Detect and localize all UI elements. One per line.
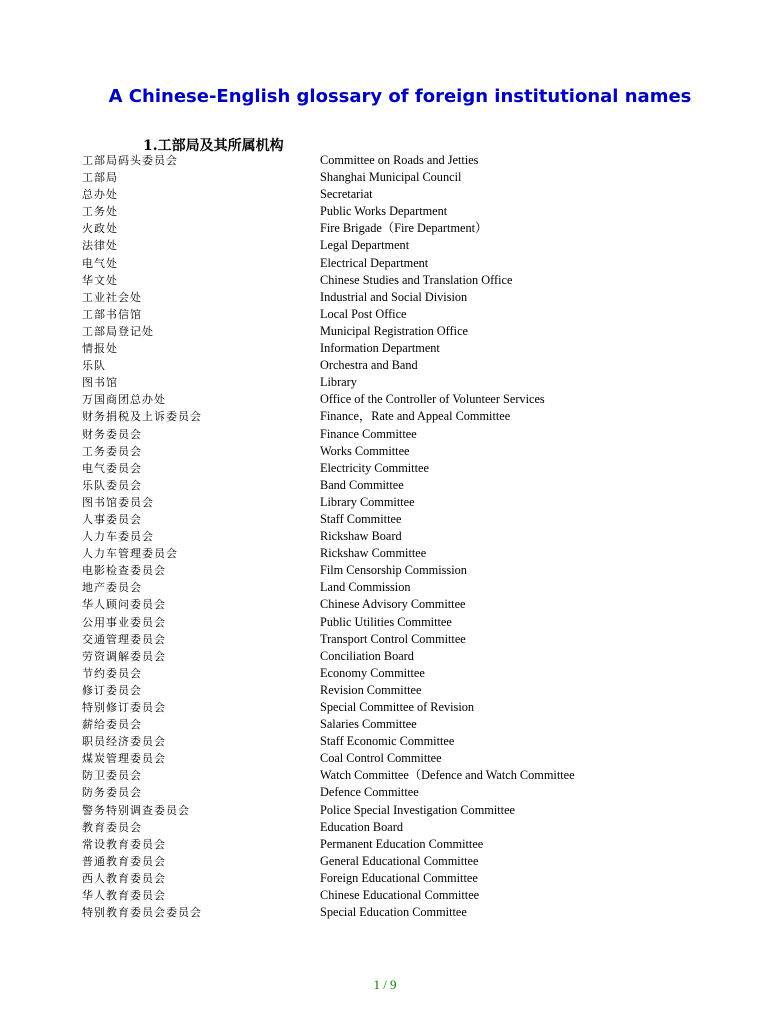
english-term: Electricity Committee xyxy=(320,460,429,475)
chinese-term: 图书馆 xyxy=(82,376,118,390)
english-term: Transport Control Committee xyxy=(320,631,466,646)
chinese-term: 薪给委员会 xyxy=(82,718,142,732)
glossary-row xyxy=(0,220,768,237)
english-term: Secretariat xyxy=(320,187,373,202)
glossary-row xyxy=(0,716,768,733)
glossary-row xyxy=(0,887,768,904)
chinese-term: 财务委员会 xyxy=(82,427,142,441)
chinese-term: 华文处 xyxy=(82,273,118,287)
glossary-row xyxy=(0,357,768,374)
english-term: Permanent Education Committee xyxy=(320,836,484,851)
chinese-term: 职员经济委员会 xyxy=(82,735,166,749)
chinese-term: 公用事业委员会 xyxy=(82,615,166,629)
english-term: Conciliation Board xyxy=(320,648,414,663)
glossary-row xyxy=(0,477,768,494)
glossary-row xyxy=(0,426,768,443)
english-term: Library xyxy=(320,375,357,390)
chinese-term: 乐队委员会 xyxy=(82,478,142,492)
glossary-row xyxy=(0,408,768,425)
english-term: Salaries Committee xyxy=(320,717,417,732)
chinese-term: 常设教育委员会 xyxy=(82,837,166,851)
english-term: Staff Economic Committee xyxy=(320,734,455,749)
english-term: General Educational Committee xyxy=(320,853,479,868)
english-term: Economy Committee xyxy=(320,665,425,680)
chinese-term: 工部局登记处 xyxy=(82,324,154,338)
chinese-term: 火政处 xyxy=(82,222,118,236)
glossary-row xyxy=(0,699,768,716)
chinese-term: 人力车委员会 xyxy=(82,530,154,544)
section-heading: 1.工部局及其所属机构 xyxy=(143,138,284,154)
glossary-row xyxy=(0,545,768,562)
glossary-row xyxy=(0,802,768,819)
glossary-row xyxy=(0,836,768,853)
glossary-row xyxy=(0,562,768,579)
chinese-term: 华人教育委员会 xyxy=(82,889,166,903)
glossary-row xyxy=(0,511,768,528)
chinese-term: 工务处 xyxy=(82,205,118,219)
english-term: Fire Brigade（Fire Department） xyxy=(320,221,488,236)
english-term: Rickshaw Board xyxy=(320,529,402,544)
chinese-term: 工部局 xyxy=(82,171,118,185)
chinese-term: 警务特别调查委员会 xyxy=(82,803,190,817)
english-term: Works Committee xyxy=(320,443,410,458)
english-term: Local Post Office xyxy=(320,306,407,321)
chinese-term: 防务委员会 xyxy=(82,786,142,800)
glossary-row xyxy=(0,169,768,186)
chinese-term: 煤炭管理委员会 xyxy=(82,752,166,766)
english-term: Revision Committee xyxy=(320,682,422,697)
english-term: Chinese Advisory Committee xyxy=(320,597,466,612)
chinese-term: 西人教育委员会 xyxy=(82,871,166,885)
english-term: Rickshaw Committee xyxy=(320,546,427,561)
english-term: Orchestra and Band xyxy=(320,358,418,373)
english-term: Legal Department xyxy=(320,238,410,253)
glossary-row xyxy=(0,374,768,391)
page-title: A Chinese-English glossary of foreign institutional names xyxy=(108,86,692,107)
english-term: Band Committee xyxy=(320,477,404,492)
english-term: Library Committee xyxy=(320,494,415,509)
glossary-row xyxy=(0,750,768,767)
glossary-row xyxy=(0,596,768,613)
chinese-term: 图书馆委员会 xyxy=(82,495,154,509)
chinese-term: 交通管理委员会 xyxy=(82,632,166,646)
glossary-row xyxy=(0,579,768,596)
glossary-row xyxy=(0,494,768,511)
glossary-table xyxy=(0,152,768,921)
glossary-row xyxy=(0,255,768,272)
page-number: 1 / 9 xyxy=(373,977,397,992)
chinese-term: 乐队 xyxy=(82,359,106,373)
english-term: Staff Committee xyxy=(320,511,402,526)
glossary-row xyxy=(0,784,768,801)
english-term: Industrial and Social Division xyxy=(320,289,468,304)
chinese-term: 华人顾问委员会 xyxy=(82,598,166,612)
english-term: Committee on Roads and Jetties xyxy=(320,153,479,167)
glossary-row xyxy=(0,819,768,836)
chinese-term: 工务委员会 xyxy=(82,444,142,458)
english-term: Special Committee of Revision xyxy=(320,700,475,714)
english-term: Film Censorship Commission xyxy=(320,563,467,578)
english-term: Public Works Department xyxy=(320,204,448,219)
chinese-term: 法律处 xyxy=(82,239,118,253)
chinese-term: 特别教育委员会委员会 xyxy=(82,906,202,920)
glossary-row xyxy=(0,665,768,682)
chinese-term: 特别修订委员会 xyxy=(82,701,166,714)
glossary-row xyxy=(0,391,768,408)
english-term: Public Utilities Committee xyxy=(320,614,452,629)
glossary-row xyxy=(0,528,768,545)
glossary-row xyxy=(0,186,768,203)
glossary-row xyxy=(0,152,768,169)
english-term: Education Board xyxy=(320,819,403,834)
chinese-term: 总办处 xyxy=(82,188,118,202)
glossary-row xyxy=(0,443,768,460)
glossary-row xyxy=(0,272,768,289)
chinese-term: 教育委员会 xyxy=(82,820,142,834)
chinese-term: 财务捐税及上诉委员会 xyxy=(82,410,202,424)
chinese-term: 人事委员会 xyxy=(82,512,142,526)
glossary-row xyxy=(0,306,768,323)
chinese-term: 地产委员会 xyxy=(82,581,142,595)
english-term: Watch Committee（Defence and Watch Committee xyxy=(320,768,575,783)
glossary-row xyxy=(0,460,768,477)
chinese-term: 修订委员会 xyxy=(82,683,142,697)
english-term: Shanghai Municipal Council xyxy=(320,170,462,185)
glossary-row xyxy=(0,870,768,887)
english-term: Chinese Studies and Translation Office xyxy=(320,272,513,287)
english-term: Land Commission xyxy=(320,580,411,595)
english-term: Finance Committee xyxy=(320,426,417,441)
chinese-term: 情报处 xyxy=(82,342,118,356)
chinese-term: 电影检查委员会 xyxy=(82,564,166,578)
english-term: Finance，Rate and Appeal Committee xyxy=(320,409,511,424)
chinese-term: 万国商团总办处 xyxy=(82,393,166,407)
chinese-term: 人力车管理委员会 xyxy=(82,547,178,561)
english-term: Chinese Educational Committee xyxy=(320,888,480,903)
english-term: Office of the Controller of Volunteer Services xyxy=(320,392,545,407)
glossary-row xyxy=(0,648,768,665)
english-term: Special Education Committee xyxy=(320,905,467,920)
english-term: Foreign Educational Committee xyxy=(320,870,478,885)
glossary-row xyxy=(0,853,768,870)
glossary-row xyxy=(0,904,768,921)
glossary-row xyxy=(0,203,768,220)
chinese-term: 电气处 xyxy=(82,256,118,270)
english-term: Electrical Department xyxy=(320,255,429,270)
english-term: Municipal Registration Office xyxy=(320,323,468,338)
glossary-row xyxy=(0,289,768,306)
glossary-row xyxy=(0,237,768,254)
glossary-row xyxy=(0,340,768,357)
chinese-term: 工业社会处 xyxy=(82,290,142,304)
glossary-row xyxy=(0,733,768,750)
chinese-term: 工部书信馆 xyxy=(82,307,142,321)
glossary-row xyxy=(0,682,768,699)
english-term: Police Special Investigation Committee xyxy=(320,802,516,817)
english-term: Defence Committee xyxy=(320,785,419,800)
glossary-row xyxy=(0,631,768,648)
chinese-term: 电气委员会 xyxy=(82,461,142,475)
glossary-row xyxy=(0,767,768,784)
chinese-term: 防卫委员会 xyxy=(82,769,142,783)
english-term: Information Department xyxy=(320,341,440,356)
glossary-row xyxy=(0,323,768,340)
glossary-row xyxy=(0,614,768,631)
english-term: Coal Control Committee xyxy=(320,751,442,766)
chinese-term: 劳资调解委员会 xyxy=(82,649,166,663)
chinese-term: 普通教育委员会 xyxy=(82,854,166,868)
chinese-term: 工部局码头委员会 xyxy=(82,154,178,167)
chinese-term: 节约委员会 xyxy=(82,666,142,680)
